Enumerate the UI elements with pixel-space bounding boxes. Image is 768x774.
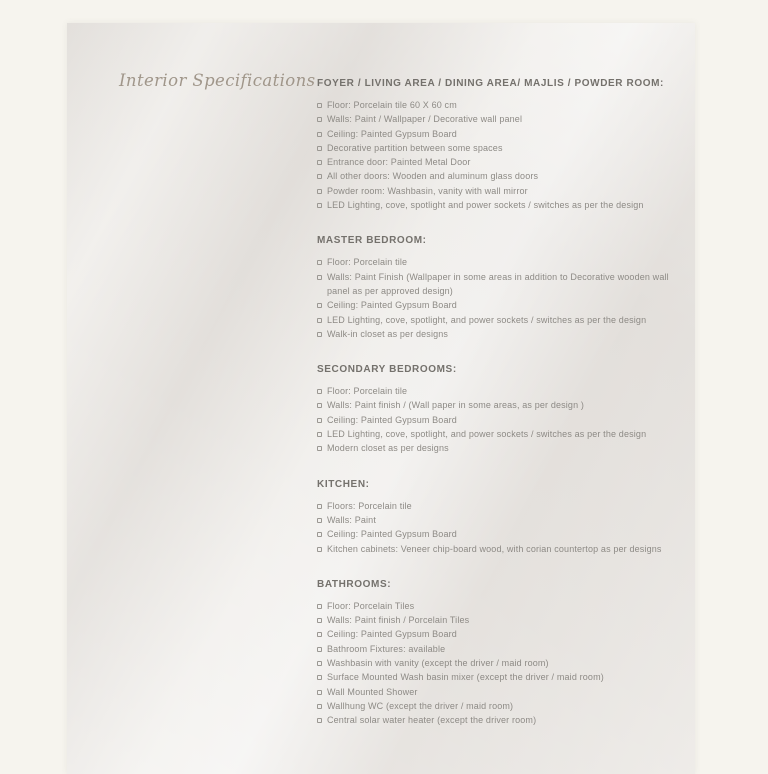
spec-item — [317, 184, 689, 198]
bullet-icon — [317, 704, 322, 709]
spec-item — [317, 685, 689, 699]
bullet-icon — [317, 117, 322, 122]
spec-item-text: Walk-in closet as per designs — [327, 328, 449, 339]
spec-item — [317, 713, 689, 727]
bullet-icon — [317, 446, 322, 451]
spec-item-text: Walls: Paint / Wallpaper / Decorative wall panel — [327, 114, 523, 125]
bullet-icon — [317, 403, 322, 408]
spec-item-text: Bathroom Fixtures: available — [327, 643, 446, 654]
spec-item — [317, 313, 689, 327]
spec-item-text: Floor: Porcelain tile — [327, 386, 408, 397]
section-heading: MASTER BEDROOM: — [317, 235, 427, 247]
spec-item-text: Floor: Porcelain Tiles — [327, 600, 415, 611]
bullet-icon — [317, 675, 322, 680]
spec-item-text: Kitchen cabinets: Veneer chip-board wood, with corian countertop as per designs — [327, 543, 662, 554]
section-heading: SECONDARY BEDROOMS: — [317, 364, 457, 376]
spec-item — [317, 627, 689, 641]
spec-item — [317, 427, 689, 441]
spec-item — [317, 513, 689, 527]
spec-item — [317, 656, 689, 670]
bullet-icon — [317, 547, 322, 552]
spec-item — [317, 255, 689, 269]
spec-item — [317, 327, 689, 341]
bullet-icon — [317, 690, 322, 695]
spec-item-text: Ceiling: Painted Gypsum Board — [327, 629, 457, 640]
spec-item-text: LED Lighting, cove, spotlight and power sockets / switches as per the design — [327, 200, 644, 211]
spec-item-list — [317, 499, 689, 556]
spec-item-text: Surface Mounted Wash basin mixer (except the driver / maid room) — [327, 672, 604, 683]
spec-item — [317, 98, 689, 112]
spec-item-text: Walls: Paint Finish (Wallpaper in some areas in addition to Decorative wooden wall panel as per approved design) — [327, 271, 669, 296]
spec-section — [317, 235, 689, 341]
bullet-icon — [317, 647, 322, 652]
bullet-icon — [317, 661, 322, 666]
spec-section — [317, 364, 689, 455]
spec-content — [317, 78, 689, 751]
spec-item-text: Walls: Paint finish / Porcelain Tiles — [327, 615, 470, 626]
spec-item — [317, 169, 689, 183]
spec-item-text: Ceiling: Painted Gypsum Board — [327, 414, 457, 425]
spec-item-text: Powder room: Washbasin, vanity with wall mirror — [327, 185, 528, 196]
spec-item-text: Wall Mounted Shower — [327, 686, 418, 697]
spec-item-text: All other doors: Wooden and aluminum glass doors — [327, 171, 539, 182]
spec-section — [317, 78, 689, 212]
spec-item-list — [317, 384, 689, 455]
bullet-icon — [317, 103, 322, 108]
spec-item — [317, 270, 689, 299]
spec-item-text: Ceiling: Painted Gypsum Board — [327, 128, 457, 139]
spec-item-list — [317, 98, 689, 212]
spec-item-list — [317, 255, 689, 341]
spec-item-text: Floor: Porcelain tile — [327, 257, 408, 268]
spec-item-text: Central solar water heater (except the driver room) — [327, 715, 537, 726]
bullet-icon — [317, 389, 322, 394]
spec-item-text: LED Lighting, cove, spotlight, and power sockets / switches as per the design — [327, 429, 647, 440]
spec-item-text: Floors: Porcelain tile — [327, 500, 412, 511]
section-heading: BATHROOMS: — [317, 578, 392, 590]
spec-item — [317, 613, 689, 627]
spec-item-list — [317, 599, 689, 728]
bullet-icon — [317, 203, 322, 208]
spec-item-text: Entrance door: Painted Metal Door — [327, 157, 471, 168]
spec-item-text: Walls: Paint finish / (Wall paper in some areas, as per design ) — [327, 400, 585, 411]
spec-section — [317, 579, 689, 728]
bullet-icon — [317, 518, 322, 523]
bullet-icon — [317, 504, 322, 509]
bullet-icon — [317, 260, 322, 265]
spec-item-text: Wallhung WC (except the driver / maid room) — [327, 700, 514, 711]
spec-item — [317, 384, 689, 398]
bullet-icon — [317, 146, 322, 151]
section-heading: KITCHEN: — [317, 478, 370, 490]
spec-item-text: Decorative partition between some spaces — [327, 142, 503, 153]
bullet-icon — [317, 275, 322, 280]
spec-item-text: Floor: Porcelain tile 60 X 60 cm — [327, 100, 457, 110]
spec-item — [317, 198, 689, 212]
spec-item-text: Washbasin with vanity (except the driver / maid room) — [327, 658, 549, 669]
spec-item — [317, 699, 689, 713]
spec-item-text: Ceiling: Painted Gypsum Board — [327, 300, 457, 311]
bullet-icon — [317, 303, 322, 308]
section-heading: FOYER / LIVING AREA / DINING AREA/ MAJLIS / POWDER ROOM: — [317, 78, 664, 89]
bullet-icon — [317, 160, 322, 165]
spec-item — [317, 127, 689, 141]
bullet-icon — [317, 532, 322, 537]
spec-item — [317, 141, 689, 155]
bullet-icon — [317, 618, 322, 623]
spec-item-text: Ceiling: Painted Gypsum Board — [327, 529, 457, 540]
bullet-icon — [317, 418, 322, 423]
spec-item — [317, 441, 689, 455]
spec-item — [317, 112, 689, 126]
spec-item — [317, 642, 689, 656]
bullet-icon — [317, 604, 322, 609]
spec-item-text: LED Lighting, cove, spotlight, and power sockets / switches as per the design — [327, 314, 647, 325]
spec-item-text: Modern closet as per designs — [327, 443, 449, 454]
specification-sheet — [67, 23, 695, 774]
bullet-icon — [317, 718, 322, 723]
bullet-icon — [317, 132, 322, 137]
spec-item — [317, 542, 689, 556]
spec-item — [317, 155, 689, 169]
spec-item — [317, 599, 689, 613]
spec-item — [317, 298, 689, 312]
bullet-icon — [317, 632, 322, 637]
bullet-icon — [317, 432, 322, 437]
page-title: Interior Specifications — [119, 71, 316, 90]
spec-item — [317, 670, 689, 684]
bullet-icon — [317, 174, 322, 179]
spec-item-text: Walls: Paint — [327, 514, 376, 525]
bullet-icon — [317, 189, 322, 194]
spec-section — [317, 479, 689, 556]
spec-item — [317, 527, 689, 541]
spec-item — [317, 499, 689, 513]
bullet-icon — [317, 318, 322, 323]
bullet-icon — [317, 332, 322, 337]
spec-item — [317, 413, 689, 427]
spec-item — [317, 398, 689, 412]
